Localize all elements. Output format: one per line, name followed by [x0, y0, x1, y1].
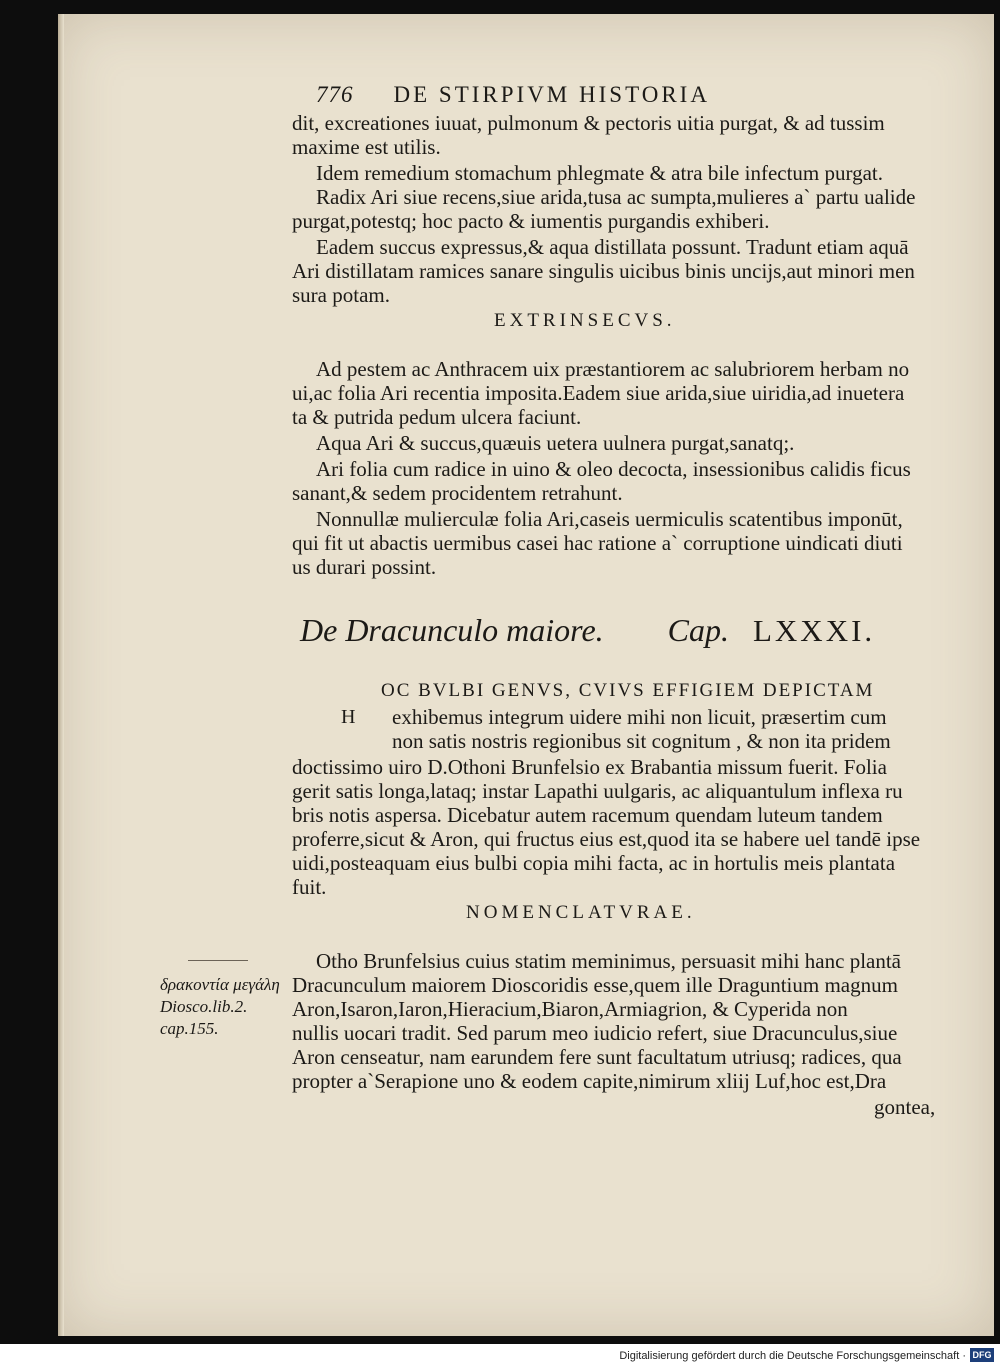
paragraph-line: maxime est utilis.	[292, 135, 441, 159]
paragraph-line: sanant,& sedem procidentem retrahunt.	[292, 481, 623, 505]
chapter-number: LXXXI.	[752, 613, 876, 648]
paragraph-line: sura potam.	[292, 283, 390, 307]
paragraph-line: ta & putrida pedum ulcera faciunt.	[292, 405, 582, 429]
section-heading-extrinsecus: EXTRINSECVS.	[494, 310, 676, 331]
paragraph-line: gerit satis longa,lataq; instar Lapathi uulgaris, ac aliquantulum inflexa ru	[292, 779, 903, 803]
margin-note-reference: Diosco.lib.2.	[160, 997, 248, 1016]
page-number: 776	[316, 82, 354, 107]
paragraph-line: Radix Ari siue recens,siue arida,tusa ac sumpta,mulieres a` partu ualide	[316, 185, 916, 209]
running-header	[316, 84, 710, 106]
paragraph-line: propter a`Serapione uno & eodem capite,nimirum xliij Luf,hoc est,Dra	[292, 1069, 887, 1093]
paragraph-line: dit, excreationes iuuat, pulmonum & pectoris uitia purgat, & ad tussim	[292, 111, 885, 135]
drop-cap-letter: H	[341, 706, 356, 728]
paragraph-line: fuit.	[292, 875, 327, 899]
paragraph-line: purgat,potestq; hoc pacto & iumentis purgandis exhiberi.	[292, 209, 770, 233]
paragraph-line: Nonnullæ mulierculæ folia Ari,caseis uermiculis scatentibus imponūt,	[316, 507, 903, 531]
section-heading-nomenclaturae: NOMENCLATVRAE.	[466, 902, 696, 923]
paragraph-line: proferre,sicut & Aron, qui fructus eius est,quod ita se habere uel tandē ipse	[292, 827, 921, 851]
margin-rule	[188, 960, 248, 961]
paragraph-line: ui,ac folia Ari recentia imposita.Eadem siue arida,siue uiridia,ad inuetera	[292, 381, 905, 405]
paragraph-line: Aron censeatur, nam earundem fere sunt facultatum utriusq; radices, qua	[292, 1045, 902, 1069]
paragraph-line: Idem remedium stomachum phlegmate & atra bile infectum purgat.	[316, 161, 884, 185]
paragraph-line: nullis uocari tradit. Sed parum meo iudicio refert, siue Dracunculus,siue	[292, 1021, 898, 1045]
chapter-title: De Dracunculo maiore.	[300, 612, 604, 648]
margin-note-chapter: cap.155.	[160, 1019, 219, 1038]
page-gutter-shadow	[58, 14, 64, 1336]
paragraph-line: Eadem succus expressus,& aqua distillata possunt. Tradunt etiam aquā	[316, 235, 909, 259]
chapter-heading	[300, 612, 875, 649]
margin-note	[160, 974, 280, 1040]
paragraph-line: bris notis aspersa. Dicebatur autem racemum quendam luteum tandem	[292, 803, 883, 827]
paragraph-line: Ari folia cum radice in uino & oleo decocta, insessionibus calidis ficus	[316, 457, 911, 481]
catchword: gontea,	[874, 1095, 936, 1119]
paragraph-line: Ad pestem ac Anthracem uix præstantiorem ac salubriorem herbam no	[316, 357, 910, 381]
paragraph-line: non satis nostris regionibus sit cognitum , & non ita pridem	[392, 729, 891, 753]
paragraph-line: Aqua Ari & succus,quæuis uetera uulnera purgat,sanatq;.	[316, 431, 795, 455]
paragraph-line: Ari distillatam ramices sanare singulis uicibus binis uncijs,aut minori men	[292, 259, 915, 283]
chapter-opening-line: OC BVLBI GENVS, CVIVS EFFIGIEM DEPICTAM	[381, 680, 875, 701]
paragraph-line: exhibemus integrum uidere mihi non licuit, præsertim cum	[392, 705, 887, 729]
paragraph-line: Dracunculum maiorem Dioscoridis esse,quem ille Draguntium magnum	[292, 973, 898, 997]
paragraph-line: Otho Brunfelsius cuius statim meminimus, persuasit mihi hanc plantā	[316, 949, 902, 973]
paragraph-line: us durari possint.	[292, 555, 437, 579]
footer-credit: Digitalisierung gefördert durch die Deutsche Forschungsgemeinschaft ·	[619, 1350, 966, 1362]
running-title: DE STIRPIVM HISTORIA	[393, 82, 710, 107]
chapter-cap-label: Cap.	[667, 612, 729, 648]
margin-note-greek: δρακοντία μεγάλη	[160, 975, 280, 994]
paragraph-line: doctissimo uiro D.Othoni Brunfelsio ex Brabantia missum fuerit. Folia	[292, 755, 887, 779]
paragraph-line: Aron,Isaron,Iaron,Hieracium,Biaron,Armiagrion, & Cyperida non	[292, 997, 848, 1021]
paragraph-line: qui fit ut abactis uermibus casei hac ratione a` corruptione uindicati diuti	[292, 531, 903, 555]
paragraph-line: uidi,posteaquam eius bulbi copia mihi facta, ac in hortulis meis plantata	[292, 851, 896, 875]
dfg-logo-icon: DFG	[970, 1348, 994, 1362]
